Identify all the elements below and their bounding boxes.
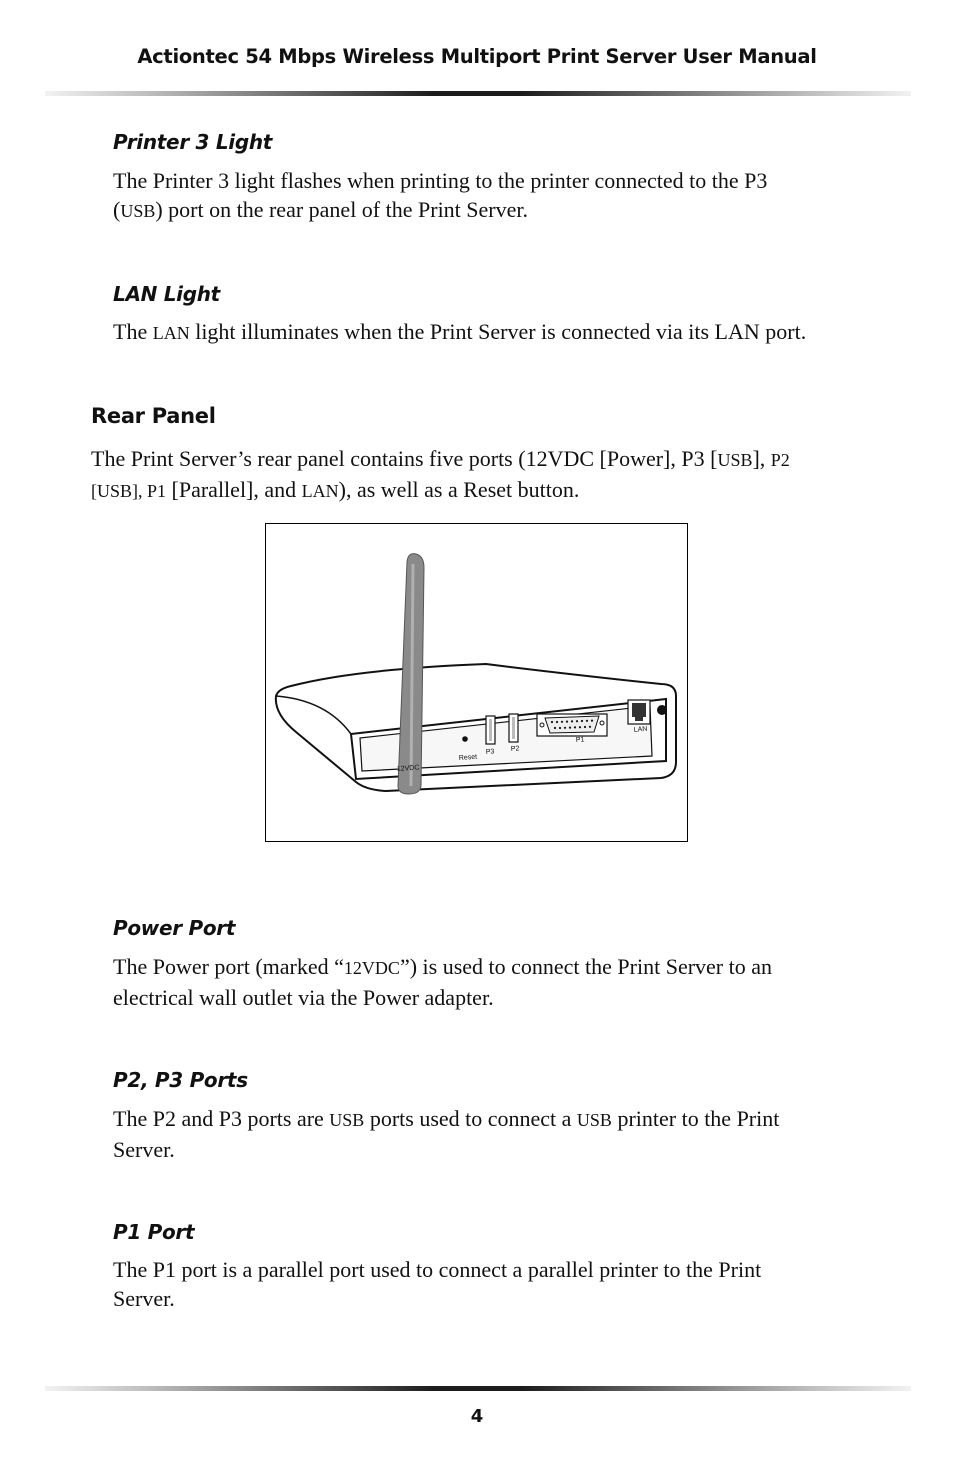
p1-line1: The P1 port is a parallel port used to connect a parallel printer to the Print (113, 1257, 762, 1282)
rear-panel-line2f: LAN (301, 481, 339, 501)
lan-text (113, 317, 893, 348)
antenna-highlight (411, 564, 413, 786)
lan-heading: LAN Light (113, 282, 220, 306)
footer-rule (45, 1386, 911, 1391)
p2p3-line1e: printer to the Print (611, 1106, 780, 1131)
page-number: 4 (470, 1406, 484, 1427)
rear-panel-line1b: USB (717, 450, 753, 470)
header-rule (45, 91, 911, 96)
p2p3-line1d: USB (576, 1110, 612, 1130)
power-line2: electrical wall outlet via the Power adapter. (113, 985, 494, 1010)
printer3-heading: Printer 3 Light (113, 130, 273, 154)
print-server-illustration (266, 524, 687, 841)
p2p3-heading: P2, P3 Ports (113, 1068, 248, 1092)
p1-line2: Server. (113, 1286, 175, 1311)
status-led (657, 705, 667, 715)
p1-parallel-port (545, 716, 599, 733)
power-line1a: The Power port (marked “ (113, 954, 344, 979)
p1-text (113, 1255, 873, 1313)
lan-text-b: LAN (152, 323, 190, 343)
rear-panel-line2e: [Parallel], and (166, 477, 302, 502)
p2p3-line1c: ports used to connect a (364, 1106, 577, 1131)
label-p1: P1 (575, 736, 585, 744)
printer3-text (113, 166, 873, 226)
printer3-line1: The Printer 3 light flashes when printing to the printer connected to the P3 (113, 168, 768, 193)
label-p3: P3 (485, 748, 495, 756)
rear-panel-line2b: USB (97, 481, 133, 501)
rear-panel-line1a: The Print Server’s rear panel contains five ports (12VDC [Power], P3 [ (91, 446, 718, 471)
rear-panel-line2c: ], (132, 481, 148, 501)
p2p3-line2: Server. (113, 1137, 175, 1162)
p2p3-text (113, 1104, 873, 1164)
lan-port (632, 703, 646, 717)
power-text (113, 952, 873, 1012)
printer3-line2-open: ( (113, 197, 121, 222)
label-lan: LAN (633, 725, 648, 734)
rear-panel-line1c: ], (752, 446, 771, 471)
rear-panel-line2g: ), as well as a Reset button. (338, 477, 580, 502)
lan-text-a: The (113, 319, 153, 344)
printer3-line2-rest: ) port on the rear panel of the Print Server. (155, 197, 529, 222)
running-header: Actiontec 54 Mbps Wireless Multiport Print Server User Manual (137, 45, 817, 68)
p2p3-line1a: The P2 and P3 ports are (113, 1106, 330, 1131)
rear-panel-figure (265, 523, 688, 842)
power-line1b: 12VDC (343, 958, 400, 978)
rear-panel-line2d: P1 (147, 481, 167, 501)
rear-panel-heading: Rear Panel (91, 404, 216, 428)
label-reset: Reset (458, 753, 478, 762)
power-heading: Power Port (113, 916, 236, 940)
lan-text-c: light illuminates when the Print Server is connected via its LAN port. (189, 319, 807, 344)
p3-usb-port-inner (489, 719, 492, 741)
label-12vdc: 12VDC (396, 764, 420, 773)
label-p2: P2 (510, 745, 520, 753)
rear-panel-line1d: P2 (770, 450, 790, 470)
rear-panel-line2a: [ (91, 481, 97, 501)
printer3-usb: USB (120, 201, 156, 221)
lan-port-tab (635, 717, 643, 721)
rear-panel-text (91, 444, 871, 506)
reset-button (462, 736, 468, 742)
p1-heading: P1 Port (113, 1220, 195, 1244)
p2p3-line1b: USB (329, 1110, 365, 1130)
power-line1c: ”) is used to connect the Print Server to an (399, 954, 773, 979)
p2-usb-port-inner (512, 717, 515, 739)
